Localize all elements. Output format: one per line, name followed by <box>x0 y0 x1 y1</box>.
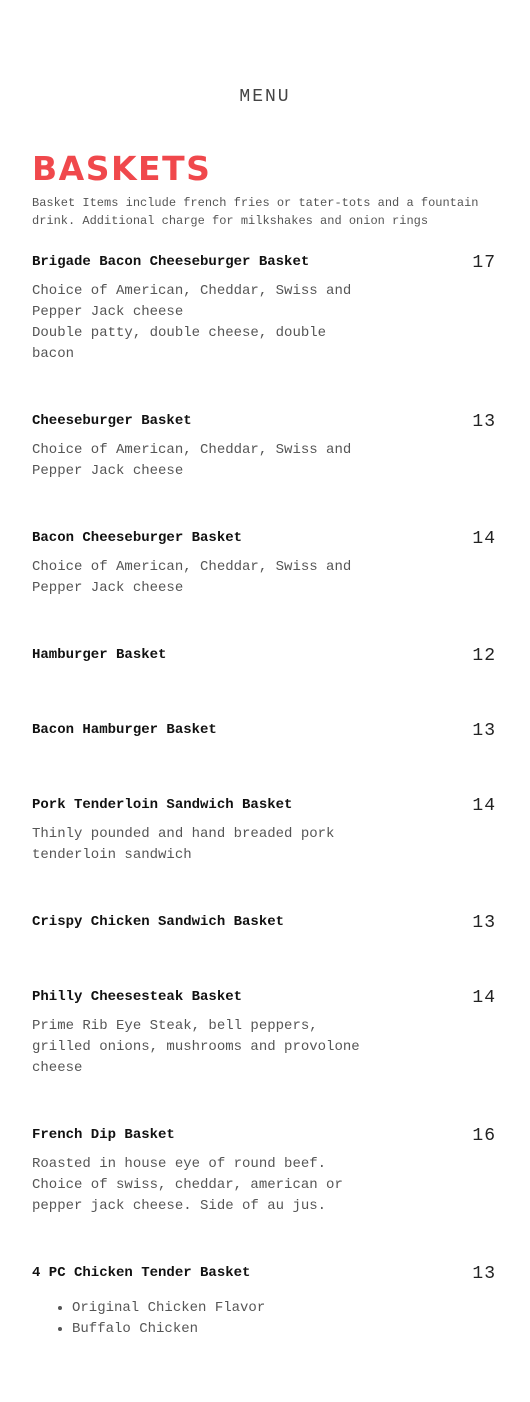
item-price: 13 <box>472 913 496 933</box>
section-note: Basket Items include french fries or tater-tots and a fountain drink. Additional charge for milkshakes and onion rings <box>32 196 479 228</box>
item-description-line: Choice of American, Cheddar, Swiss and Pepper Jack cheese <box>32 442 352 479</box>
menu-heading: MENU <box>239 87 291 107</box>
item-description-line: Roasted in house eye of round beef. Choice of swiss, cheddar, american or pepper jack cheese. Side of au jus. <box>32 1156 343 1214</box>
item-description <box>32 1154 372 1217</box>
item-price: 14 <box>472 988 496 1008</box>
item-name: Crispy Chicken Sandwich Basket <box>32 914 285 930</box>
item-price: 13 <box>472 412 496 432</box>
item-price: 13 <box>472 1264 496 1284</box>
item-price: 12 <box>472 646 496 666</box>
item-price: 14 <box>472 529 496 549</box>
item-description-line: Choice of American, Cheddar, Swiss and Pepper Jack cheese <box>32 283 352 320</box>
item-name: Hamburger Basket <box>32 647 167 663</box>
item-name: Bacon Hamburger Basket <box>32 722 217 738</box>
item-option: • Original Chicken Flavor <box>72 1298 265 1319</box>
item-description-line: Thinly pounded and hand breaded pork tenderloin sandwich <box>32 826 335 863</box>
item-description-line: Choice of American, Cheddar, Swiss and Pepper Jack cheese <box>32 559 352 596</box>
item-description <box>32 281 372 365</box>
item-price: 16 <box>472 1126 496 1146</box>
item-options-list <box>32 1298 265 1340</box>
item-name: 4 PC Chicken Tender Basket <box>32 1265 251 1281</box>
item-name: Cheeseburger Basket <box>32 413 192 429</box>
item-description <box>32 1016 372 1079</box>
item-option: • Buffalo Chicken <box>72 1319 265 1340</box>
item-name: Brigade Bacon Cheeseburger Basket <box>32 254 310 270</box>
item-name: French Dip Basket <box>32 1127 175 1143</box>
item-description <box>32 440 372 482</box>
item-description <box>32 824 372 866</box>
item-price: 13 <box>472 721 496 741</box>
item-name: Bacon Cheeseburger Basket <box>32 530 243 546</box>
section-title-baskets: BASKETS <box>32 149 212 188</box>
item-description <box>32 557 372 599</box>
item-price: 17 <box>472 253 496 273</box>
item-description-line: Double patty, double cheese, double bacon <box>32 325 327 362</box>
item-price: 14 <box>472 796 496 816</box>
item-description-line: Prime Rib Eye Steak, bell peppers, grilled onions, mushrooms and provolone cheese <box>32 1018 360 1076</box>
item-name: Philly Cheesesteak Basket <box>32 989 243 1005</box>
item-name: Pork Tenderloin Sandwich Basket <box>32 797 293 813</box>
